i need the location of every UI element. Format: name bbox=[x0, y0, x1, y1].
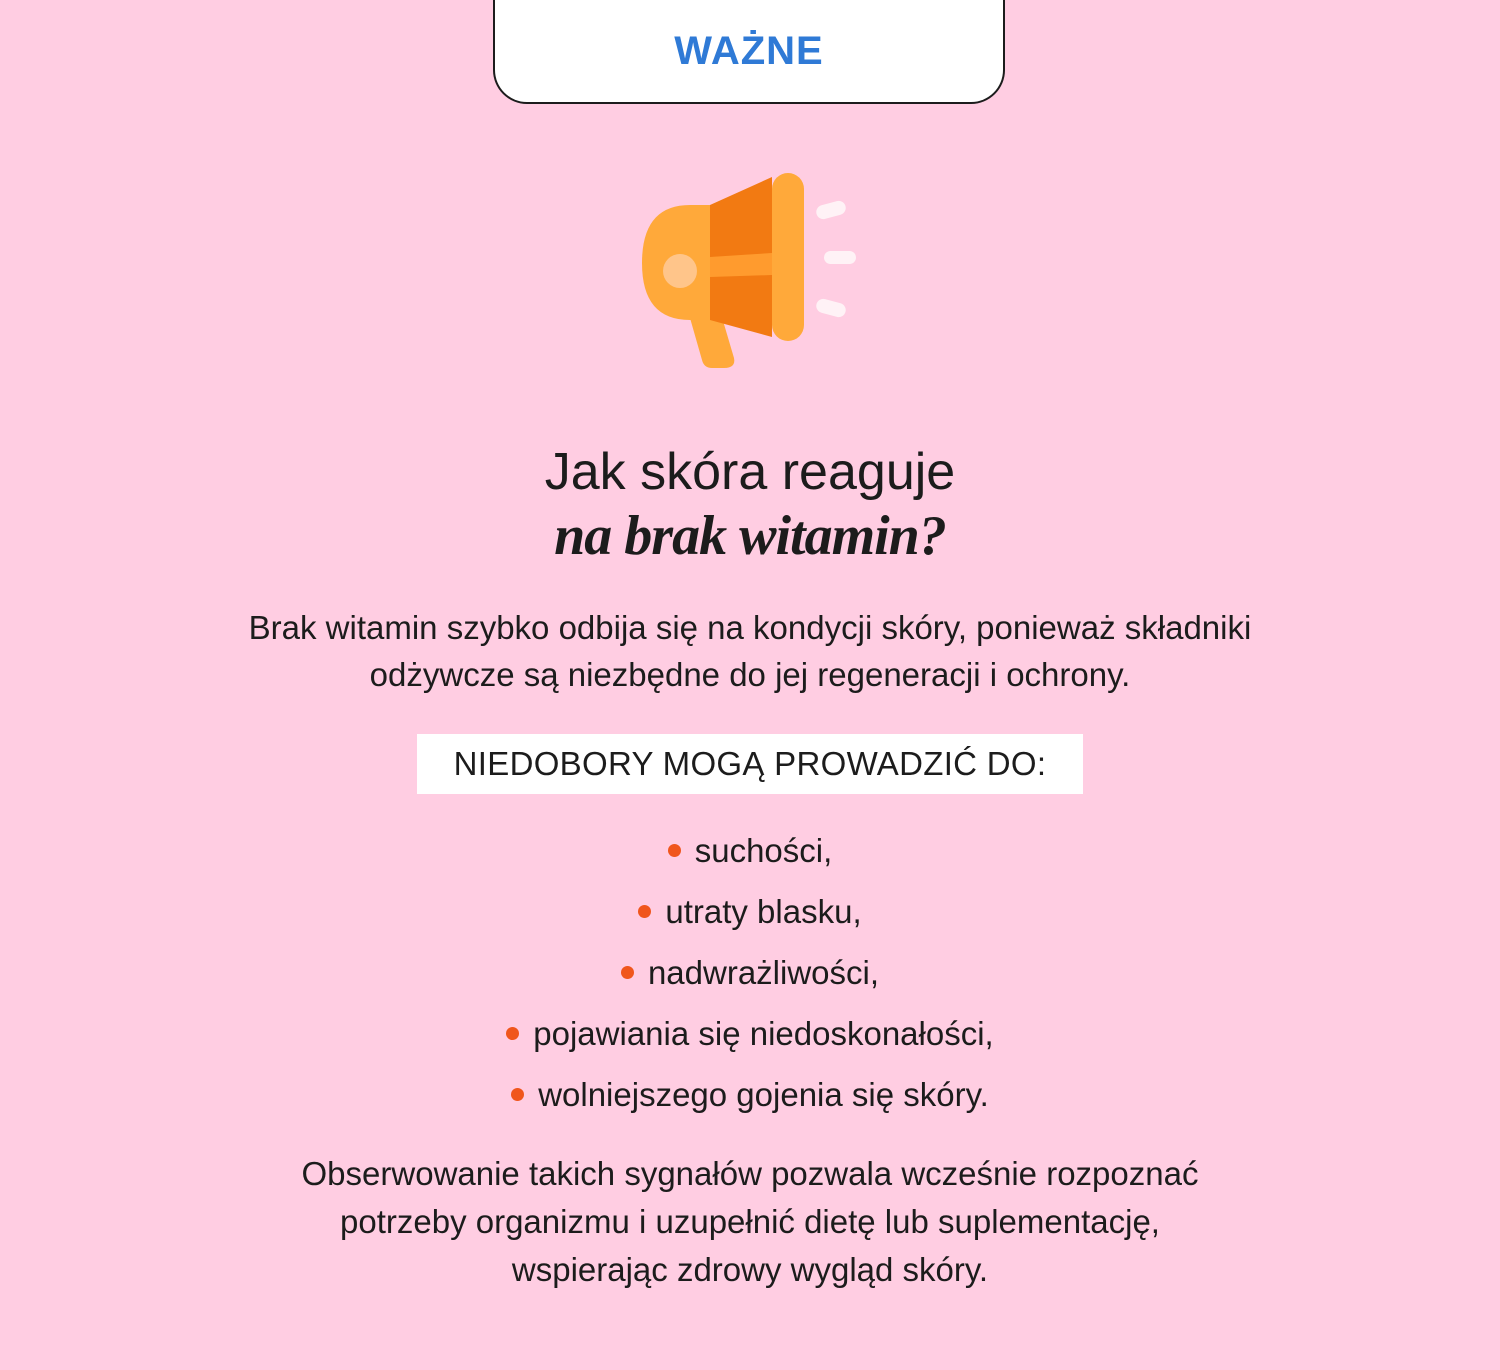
outro-line-1: Obserwowanie takich sygnałów pozwala wcześnie rozpoznać bbox=[301, 1155, 1199, 1192]
list-item-text: suchości, bbox=[694, 832, 833, 869]
list-item bbox=[0, 1003, 1500, 1064]
intro-paragraph bbox=[150, 604, 1350, 698]
important-tab bbox=[493, 0, 1005, 104]
list-item-text: pojawiania się niedoskonałości, bbox=[533, 1015, 994, 1052]
bullet-dot-icon bbox=[506, 1027, 519, 1040]
important-tab-label: WAŻNE bbox=[674, 28, 824, 73]
deficiency-subheading: NIEDOBORY MOGĄ PROWADZIĆ DO: bbox=[453, 745, 1047, 782]
list-item-text: nadwrażliwości, bbox=[647, 954, 880, 991]
list-item bbox=[0, 1064, 1500, 1125]
heading-line-2: na brak witamin? bbox=[554, 505, 946, 567]
list-item bbox=[0, 942, 1500, 1003]
megaphone-icon bbox=[630, 165, 870, 375]
bullet-dot-icon bbox=[668, 844, 681, 857]
outro-line-3: wspierając zdrowy wygląd skóry. bbox=[511, 1251, 989, 1288]
effects-list bbox=[0, 820, 1500, 1125]
deficiency-subheading-box bbox=[417, 734, 1083, 794]
list-item-text: wolniejszego gojenia się skóry. bbox=[538, 1076, 989, 1113]
bullet-dot-icon bbox=[638, 905, 651, 918]
list-item bbox=[0, 820, 1500, 881]
outro-line-2: potrzeby organizmu i uzupełnić dietę lub suplementację, bbox=[340, 1203, 1160, 1240]
bullet-dot-icon bbox=[511, 1088, 524, 1101]
list-item bbox=[0, 881, 1500, 942]
outro-paragraph bbox=[150, 1150, 1350, 1294]
intro-line-1: Brak witamin szybko odbija się na kondycji skóry, ponieważ składniki bbox=[248, 609, 1252, 646]
page-heading bbox=[0, 440, 1500, 568]
bullet-dot-icon bbox=[621, 966, 634, 979]
list-item-text: utraty blasku, bbox=[665, 893, 862, 930]
intro-line-2: odżywcze są niezbędne do jej regeneracji i ochrony. bbox=[369, 656, 1131, 693]
heading-line-1: Jak skóra reaguje bbox=[544, 443, 956, 501]
